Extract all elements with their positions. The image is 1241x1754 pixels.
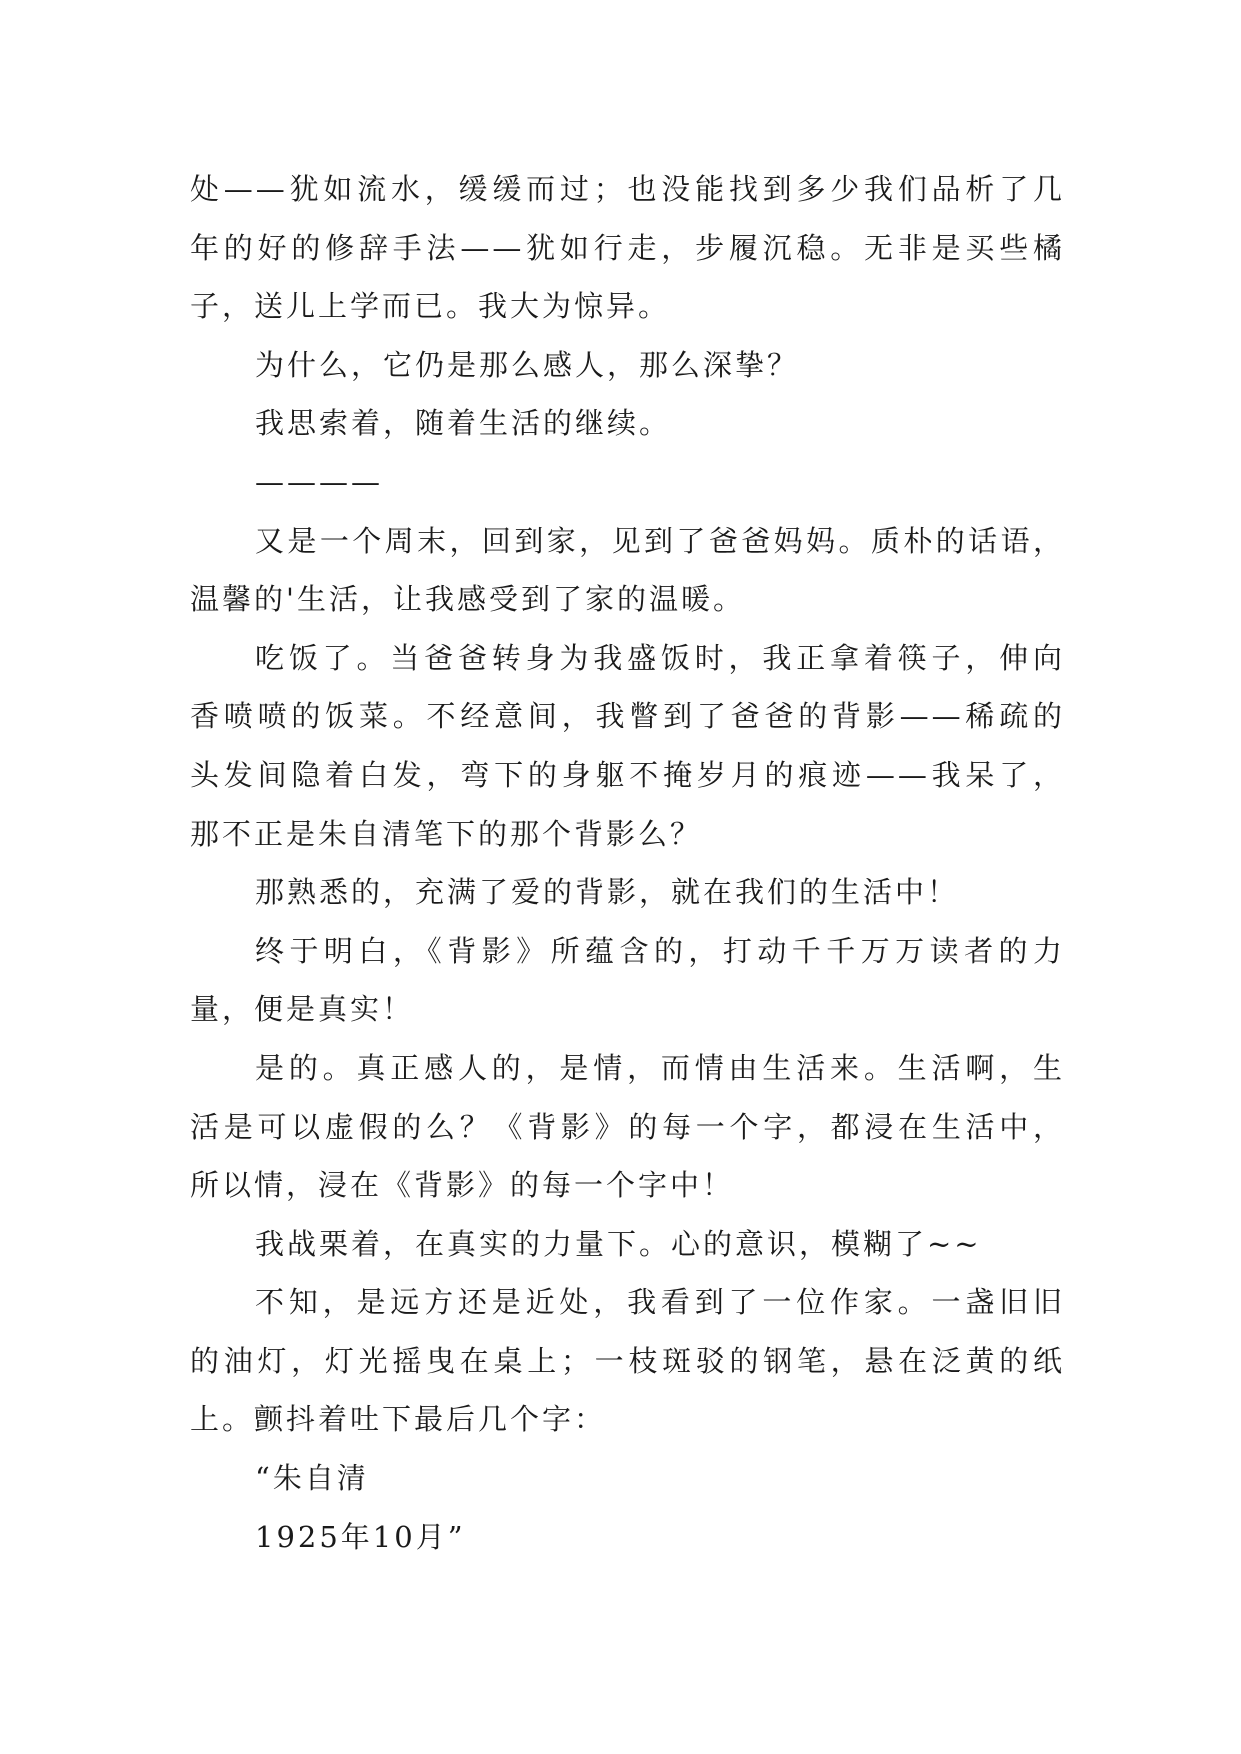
text-line: 那不正是朱自清笔下的那个背影么？ xyxy=(190,816,703,851)
essay-body xyxy=(190,160,1065,1566)
text-line: 温馨的'生活，让我感受到了家的温暖。 xyxy=(190,582,745,617)
signature-line: “朱自清 xyxy=(255,1461,369,1496)
text-line: 活是可以虚假的么？《背影》的每一个字，都浸在生活中， xyxy=(190,1109,1065,1144)
text-line: 那熟悉的，充满了爱的背影，就在我们的生活中！ xyxy=(255,875,960,910)
text-line: 我战栗着，在真实的力量下。心的意识，模糊了~~ xyxy=(255,1226,982,1261)
text-line: 为什么，它仍是那么感人，那么深挚？ xyxy=(255,347,800,382)
text-line: 头发间隐着白发，弯下的身躯不掩岁月的痕迹——我呆了， xyxy=(190,757,1065,792)
text-line: 是的。真正感人的，是情，而情由生活来。生活啊，生 xyxy=(255,1050,1065,1085)
text-line: 所以情，浸在《背影》的每一个字中！ xyxy=(190,1168,735,1203)
text-line: 上。颤抖着吐下最后几个字： xyxy=(190,1402,607,1437)
text-line: 量，便是真实！ xyxy=(190,992,415,1027)
text-line: 又是一个周末，回到家，见到了爸爸妈妈。质朴的话语， xyxy=(255,523,1065,558)
text-line: 我思索着，随着生活的继续。 xyxy=(255,406,672,441)
text-line: 香喷喷的饭菜。不经意间，我瞥到了爸爸的背影——稀疏的 xyxy=(190,699,1065,734)
date-line: 1925年10月” xyxy=(255,1519,466,1554)
section-divider: ———— xyxy=(255,464,383,499)
text-line: 不知，是远方还是近处，我看到了一位作家。一盏旧旧 xyxy=(255,1285,1065,1320)
text-line: 处——犹如流水，缓缓而过；也没能找到多少我们品析了几 xyxy=(190,172,1065,206)
text-line: 终于明白，《背影》所蕴含的，打动千千万万读者的力 xyxy=(255,933,1065,968)
text-line: 的油灯，灯光摇曳在桌上；一枝斑驳的钢笔，悬在泛黄的纸 xyxy=(190,1343,1065,1378)
text-line: 吃饭了。当爸爸转身为我盛饭时，我正拿着筷子，伸向 xyxy=(255,640,1065,675)
text-line: 子，送儿上学而已。我大为惊异。 xyxy=(190,289,671,324)
text-line: 年的好的修辞手法——犹如行走，步履沉稳。无非是买些橘 xyxy=(190,230,1065,265)
